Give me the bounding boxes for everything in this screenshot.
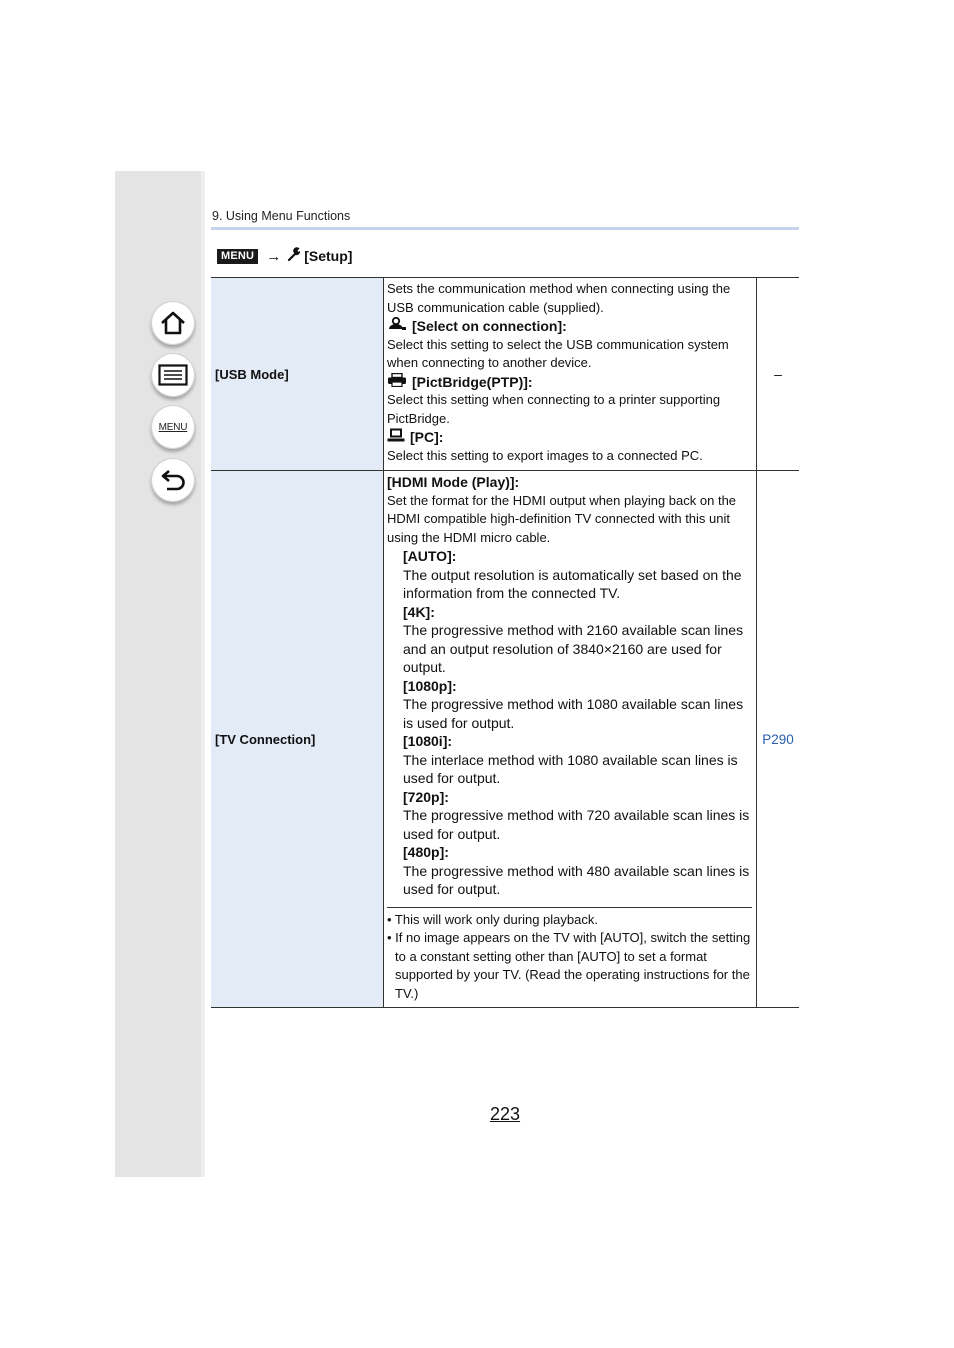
wrench-icon (287, 247, 301, 266)
option-text: Select this setting to select the USB communication system when connecting to another device. (387, 336, 729, 370)
hdmi-option: [720p]: The progressive method with 720 available scan lines is used for output. (403, 788, 750, 842)
hdmi-option: [1080i]: The interlace method with 1080 available scan lines is used for output. (403, 733, 738, 786)
note: • If no image appears on the TV with [AUTO], switch the setting to a constant setting other than [AUTO] to set a format supported by your TV. (Read the operating instructions for the TV.) (387, 930, 751, 1001)
setup-label: [Setup] (304, 248, 353, 264)
setting-name: [TV Connection] (211, 471, 384, 1008)
menu-badge: MENU (217, 249, 258, 264)
page-reference (757, 471, 800, 1008)
home-button[interactable] (151, 301, 195, 345)
page-number: 223 (490, 1104, 521, 1124)
chapter-title: 9. Using Menu Functions (212, 209, 351, 223)
option-title: [PictBridge(PTP)]: (387, 373, 752, 392)
select-connection-icon (387, 317, 412, 336)
contents-button[interactable] (151, 353, 195, 397)
note: • This will work only during playback. (387, 911, 598, 927)
menu-label: MENU (158, 421, 188, 433)
breadcrumb (217, 246, 352, 266)
home-icon (159, 310, 187, 336)
table-row (211, 278, 799, 471)
table-row (211, 471, 799, 1008)
sidebar-edge (201, 171, 205, 1177)
list-icon (158, 364, 188, 386)
setting-description (384, 471, 757, 1008)
option-title: [Select on connection]: (387, 317, 752, 336)
setting-name: [USB Mode] (211, 278, 384, 471)
option-text: Select this setting to export images to a connected PC. (387, 447, 703, 463)
page-reference: – (757, 278, 800, 471)
printer-icon (387, 373, 412, 392)
back-arrow-icon (159, 468, 187, 492)
usb-intro: Sets the communication method when connecting using the USB communication cable (supplied). (387, 281, 731, 315)
hdmi-mode-title: [HDMI Mode (Play)]: (387, 474, 520, 490)
back-button[interactable] (151, 458, 195, 502)
setting-description (384, 278, 757, 471)
menu-button[interactable] (151, 405, 195, 449)
pc-icon (387, 428, 410, 447)
settings-table (211, 277, 799, 1008)
hdmi-option: [4K]: The progressive method with 2160 available scan lines and an output resolution of 3840×2160 are used for output. (403, 603, 744, 675)
page-reference-link[interactable]: P290 (762, 731, 794, 747)
note-divider (387, 907, 752, 908)
option-text: Select this setting when connecting to a printer supporting PictBridge. (387, 392, 721, 426)
hdmi-intro: Set the format for the HDMI output when playing back on the HDMI compatible high-definition TV connected with this unit using the HDMI micro cable. (387, 492, 737, 545)
arrow: → (266, 247, 282, 265)
hdmi-option: [1080p]: The progressive method with 1080 available scan lines is used for output. (403, 677, 744, 731)
chapter-rule (211, 227, 799, 230)
option-title: [PC]: (387, 428, 752, 447)
hdmi-option: [AUTO]: The output resolution is automatically set based on the information from the connected TV. (403, 548, 742, 601)
hdmi-option: [480p]: The progressive method with 480 available scan lines is used for output. (403, 844, 750, 897)
